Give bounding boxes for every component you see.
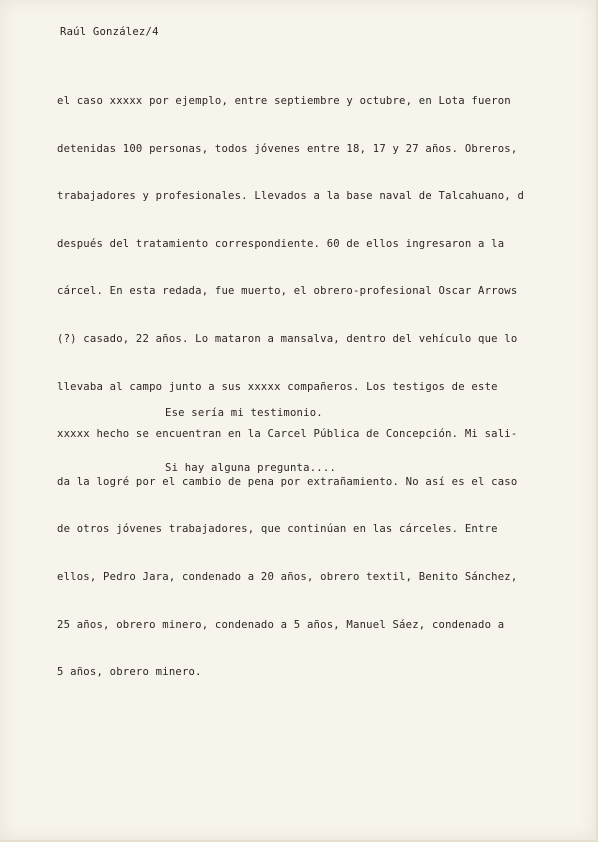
- text-line: 25 años, obrero minero, condenado a 5 años, Manuel Sáez, condenado a: [57, 618, 505, 631]
- text-line: xxxxx hecho se encuentran en la Carcel Pública de Concepción. Mi sali-: [57, 428, 518, 441]
- text-line: detenidas 100 personas, todos jóvenes entre 18, 17 y 27 años. Obreros,: [57, 142, 518, 155]
- text-line: después del tratamiento correspondiente. 60 de ellos ingresaron a la: [57, 237, 505, 250]
- closing-line: Si hay alguna pregunta....: [165, 462, 337, 474]
- text-line: 5 años, obrero minero.: [57, 666, 202, 679]
- closing-text: [165, 374, 336, 508]
- page-header: Raúl González/4: [60, 26, 159, 38]
- text-line: cárcel. En esta redada, fue muerto, el obrero-profesional Oscar Arrows: [57, 285, 518, 298]
- text-line: da la logré por el cambio de pena por extrañamiento. No así es el caso: [57, 475, 518, 488]
- text-line: ellos, Pedro Jara, condenado a 20 años, obrero textil, Benito Sánchez,: [57, 570, 518, 583]
- text-line: de otros jóvenes trabajadores, que continúan en las cárceles. Entre: [57, 523, 498, 536]
- text-line: (?) casado, 22 años. Lo mataron a mansalva, dentro del vehículo que lo: [57, 332, 518, 345]
- closing-line: Ese sería mi testimonio.: [165, 407, 323, 419]
- text-line: el caso xxxxx por ejemplo, entre septiembre y octubre, en Lota fueron: [57, 95, 511, 107]
- text-line: trabajadores y profesionales. Llevados a la base naval de Talcahuano, d: [57, 190, 525, 203]
- text-line: llevaba al campo junto a sus xxxxx compañeros. Los testigos de este: [57, 380, 498, 393]
